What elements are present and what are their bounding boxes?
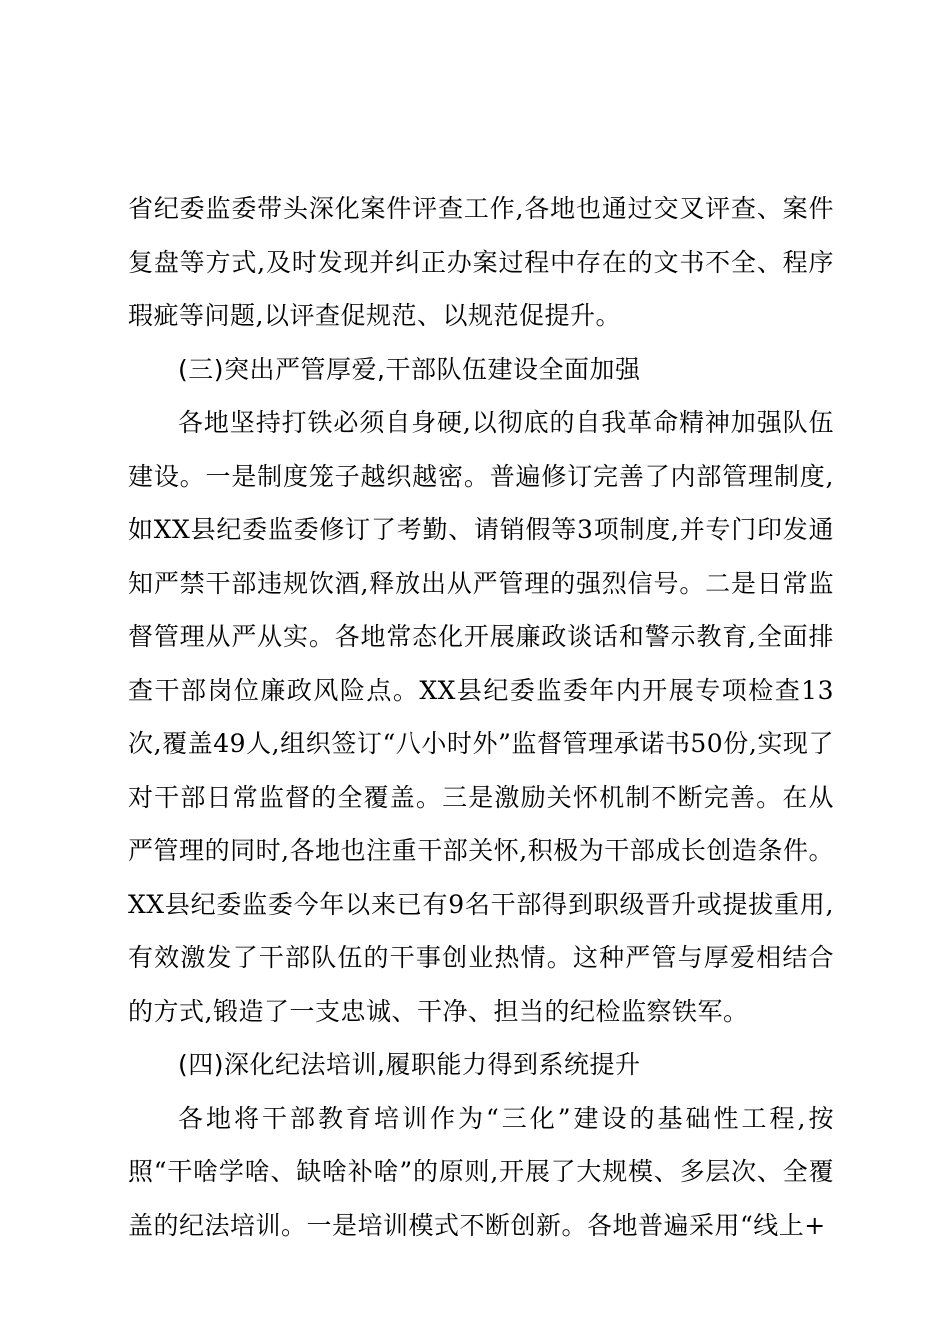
document-body — [128, 182, 834, 1252]
paragraph-team-building: 各地坚持打铁必须自身硬,以彻底的自我革命精神加强队伍建设。一是制度笼子越织越密。普遍修订完善了内部管理制度,如XX县纪委监委修订了考勤、请销假等3项制度,并专门印发通知严禁干部违规饮酒,释放出从严管理的强烈信号。二是日常监督管理从严从实。各地常态化开展廉政谈话和警示教育,全面排查干部岗位廉政风险点。XX县纪委监委年内开展专项检查13次,覆盖49人,组织签订“八小时外”监督管理承诺书50份,实现了对干部日常监督的全覆盖。三是激励关怀机制不断完善。在从严管理的同时,各地也注重干部关怀,积极为干部成长创造条件。XX县纪委监委今年以来已有9名干部得到职级晋升或提拔重用,有效激发了干部队伍的干事创业热情。这种严管与厚爱相结合的方式,锻造了一支忠诚、干净、担当的纪检监察铁军。 — [128, 408, 834, 1026]
section-heading-4: (四)深化纪法培训,履职能力得到系统提升 — [178, 1050, 641, 1079]
paragraph-training: 各地将干部教育培训作为“三化”建设的基础性工程,按照“干啥学啥、缺啥补啥”的原则,开展了大规模、多层次、全覆盖的纪法培训。一是培训模式不断创新。各地普遍采用“线上+ — [128, 1103, 834, 1240]
paragraph-case-review: 省纪委监委带头深化案件评查工作,各地也通过交叉评查、案件复盘等方式,及时发现并纠正办案过程中存在的文书不全、程序瑕疵等问题,以评查促规范、以规范促提升。 — [128, 194, 834, 330]
section-heading-3: (三)突出严管厚爱,干部队伍建设全面加强 — [178, 354, 641, 384]
